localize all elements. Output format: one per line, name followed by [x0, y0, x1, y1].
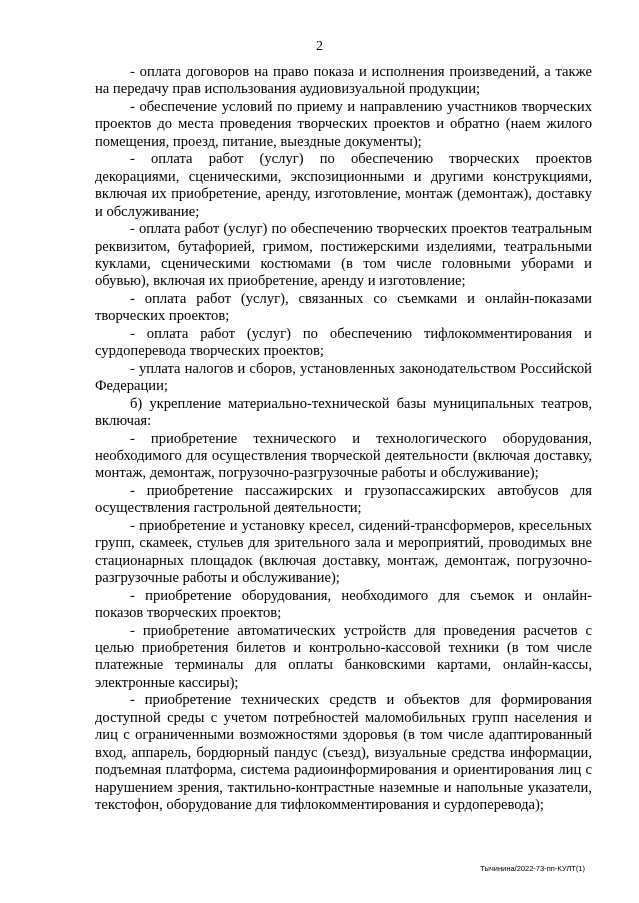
paragraph: - оплата работ (услуг) по обеспечению тифлокомментирования и сурдоперевода творческих проектов;	[95, 325, 592, 360]
paragraph: - приобретение оборудования, необходимого для съемок и онлайн-показов творческих проектов;	[95, 587, 592, 622]
paragraph: - оплата работ (услуг), связанных со съемками и онлайн-показами творческих проектов;	[95, 290, 592, 325]
paragraph: - приобретение технического и технологического оборудования, необходимого для осуществления творческой деятельности (включая доставку, монтаж, демонтаж, погрузочно-разгрузочные работы и обслуживание);	[95, 430, 592, 482]
section-heading-paragraph: б) укрепление материально-технической базы муниципальных театров, включая:	[95, 395, 592, 430]
document-body	[95, 64, 592, 814]
paragraph: - обеспечение условий по приему и направлению участников творческих проектов до места проведения творческих проектов и обратно (наем жилого помещения, проезд, питание, выездные документы);	[95, 98, 592, 150]
paragraph: - уплата налогов и сборов, установленных законодательством Российской Федерации;	[95, 360, 592, 395]
paragraph: - оплата работ (услуг) по обеспечению творческих проектов театральным реквизитом, бутафорией, гримом, постижерскими изделиями, театральными куклами, сценическими костюмами (в том числе головными уборами и обувью), включая их приобретение, аренду и изготовление;	[95, 221, 592, 290]
footer-document-code: Тычинина/2022-73-пп-КУЛТ(1)	[480, 864, 585, 873]
paragraph: - приобретение технических средств и объектов для формирования доступной среды с учетом потребностей маломобильных групп населения и лиц с ограниченными возможностями здоровья (в том числе адаптированный вход, аппарель, бордюрный пандус (съезд), визуальные средства информации, подъемная платформа, система радиоинформирования и ориентирования лиц с нарушением зрения, тактильно-контрастные наземные и напольные указатели, текстофон, оборудование для тифлокомментирования и сурдоперевода);	[95, 692, 592, 814]
page-number: 2	[316, 39, 323, 54]
paragraph: - приобретение пассажирских и грузопассажирских автобусов для осуществления гастрольной деятельности;	[95, 482, 592, 517]
paragraph: - оплата работ (услуг) по обеспечению творческих проектов декорациями, сценическими, экспозиционными и другими конструкциями, включая их приобретение, аренду, изготовление, монтаж (демонтаж), доставку и обслуживание;	[95, 151, 592, 220]
paragraph: - оплата договоров на право показа и исполнения произведений, а также на передачу прав использования аудиовизуальной продукции;	[95, 64, 592, 98]
paragraph: - приобретение автоматических устройств для проведения расчетов с целью приобретения билетов и контрольно-кассовой техники (в том числе платежные терминалы для оплаты банковскими картами, онлайн-кассы, электронные кассиры);	[95, 622, 592, 691]
paragraph: - приобретение и установку кресел, сидений-трансформеров, кресельных групп, скамеек, стульев для зрительного зала и мероприятий, проводимых вне стационарных площадок (включая доставку, монтаж, демонтаж, погрузочно-разгрузочные работы и обслуживание);	[95, 517, 592, 587]
